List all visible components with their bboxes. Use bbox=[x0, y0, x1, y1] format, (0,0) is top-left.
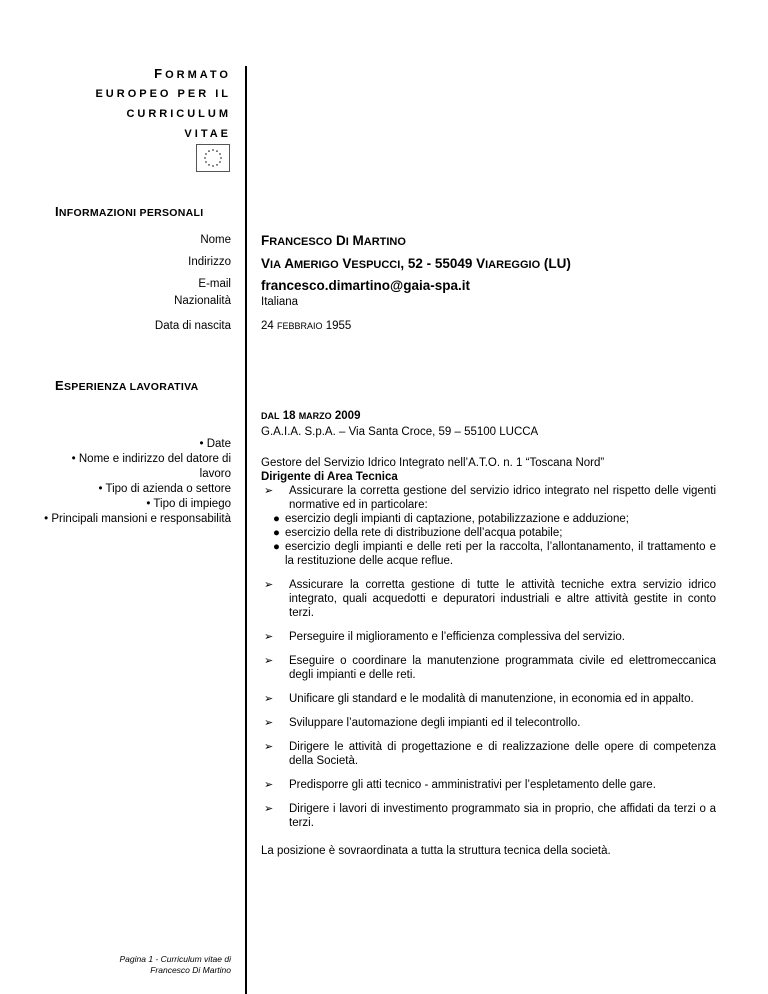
arrowhead-icon: ➢ bbox=[264, 655, 274, 667]
dot-icon: ● bbox=[273, 513, 280, 525]
dot-icon: ● bbox=[273, 541, 280, 553]
value-birth-date: 24 FEBBRAIO 1955 bbox=[261, 320, 352, 332]
arrowhead-icon: ➢ bbox=[264, 803, 274, 815]
arrowhead-icon: ➢ bbox=[264, 631, 274, 643]
label-email: E-mail bbox=[198, 278, 231, 290]
value-nationality: Italiana bbox=[261, 296, 299, 308]
label-sector: • Tipo di azienda o settore bbox=[98, 483, 231, 495]
label-address: Indirizzo bbox=[188, 256, 231, 268]
cv-title-line1: FORMATO bbox=[154, 66, 231, 81]
column-divider bbox=[245, 66, 247, 994]
duty-item: ➢ Dirigere le attività di progettazione e di realizzazione delle opere di competenza della Società. bbox=[264, 741, 716, 767]
duties-block bbox=[261, 456, 716, 858]
arrowhead-icon: ➢ bbox=[264, 779, 274, 791]
dot-icon: ● bbox=[273, 527, 280, 539]
duty-subitem: ● esercizio degli impianti e delle reti per la raccolta, l’allontanamento, il trattamento e la restituzione delle acque reflue. bbox=[273, 541, 716, 567]
eu-flag-icon bbox=[196, 144, 230, 172]
cv-title-line4: VITAE bbox=[184, 128, 231, 140]
label-date: • Date bbox=[199, 438, 231, 450]
label-birth-date: Data di nascita bbox=[154, 320, 231, 332]
label-job-type: • Tipo di impiego bbox=[146, 498, 231, 510]
position-summary: La posizione è sovraordinata a tutta la struttura tecnica della società. bbox=[261, 845, 611, 857]
duty-item: ➢ Predisporre gli atti tecnico - amministrativi per l’espletamento delle gare. bbox=[264, 779, 656, 791]
arrowhead-icon: ➢ bbox=[264, 717, 274, 729]
value-job-title: Dirigente di Area Tecnica bbox=[261, 471, 398, 483]
section-work-experience: ESPERIENZA LAVORATIVA bbox=[55, 378, 199, 393]
cv-title-line3: CURRICULUM bbox=[126, 108, 231, 120]
duty-item: ➢ Assicurare la corretta gestione di tutte le attività tecniche extra servizio idrico integrato, quali acquedotti e depuratori industriali e altre attività gestite in conto terzi. bbox=[264, 579, 716, 619]
arrowhead-icon: ➢ bbox=[264, 741, 274, 753]
value-email[interactable]: francesco.dimartino@gaia-spa.it bbox=[261, 278, 470, 293]
duty-item: ➢ Unificare gli standard e le modalità di manutenzione, in economia ed in appalto. bbox=[264, 693, 694, 705]
duty-item: ➢ Perseguire il miglioramento e l’efficienza complessiva del servizio. bbox=[264, 631, 625, 643]
duty-item: ➢ Sviluppare l’automazione degli impianti ed il telecontrollo. bbox=[264, 717, 581, 729]
value-date: DAL 18 MARZO 2009 bbox=[261, 410, 361, 422]
value-name: FRANCESCO DI MARTINO bbox=[261, 233, 406, 248]
section-personal-info: INFORMAZIONI PERSONALI bbox=[55, 204, 204, 219]
duty-item: ➢ Assicurare la corretta gestione del servizio idrico integrato nel rispetto delle vigenti normative ed in particolare: bbox=[264, 485, 716, 511]
arrowhead-icon: ➢ bbox=[264, 693, 274, 705]
label-name: Nome bbox=[200, 234, 231, 246]
label-duties: • Principali mansioni e responsabilità bbox=[44, 513, 231, 525]
page-footer: Pagina 1 - Curriculum vitae di Francesco Di Martino bbox=[119, 954, 231, 975]
duty-item: ➢ Eseguire o coordinare la manutenzione programmata civile ed elettromeccanica degli impianti e delle reti. bbox=[264, 655, 716, 681]
duty-subitem: ● esercizio degli impianti di captazione, potabilizzazione e adduzione; bbox=[273, 513, 629, 525]
duty-item: ➢ Dirigere i lavori di investimento programmato sia in proprio, che affidati da terzi o a terzi. bbox=[264, 803, 716, 829]
arrowhead-icon: ➢ bbox=[264, 485, 274, 497]
label-nationality: Nazionalità bbox=[174, 295, 231, 307]
cv-title-line2: EUROPEO PER IL bbox=[95, 88, 231, 100]
label-employer: • Nome e indirizzo del datore di lavoro bbox=[71, 453, 231, 480]
value-sector: Gestore del Servizio Idrico Integrato nell’A.T.O. n. 1 “Toscana Nord” bbox=[261, 457, 605, 469]
duty-subitem: ● esercizio della rete di distribuzione dell’acqua potabile; bbox=[273, 527, 563, 539]
value-employer: G.A.I.A. S.p.A. – Via Santa Croce, 59 – 55100 LUCCA bbox=[261, 426, 539, 438]
value-address: VIA AMERIGO VESPUCCI, 52 - 55049 VIAREGGIO (LU) bbox=[261, 256, 571, 271]
experience-labels bbox=[41, 437, 231, 527]
arrowhead-icon: ➢ bbox=[264, 579, 274, 591]
